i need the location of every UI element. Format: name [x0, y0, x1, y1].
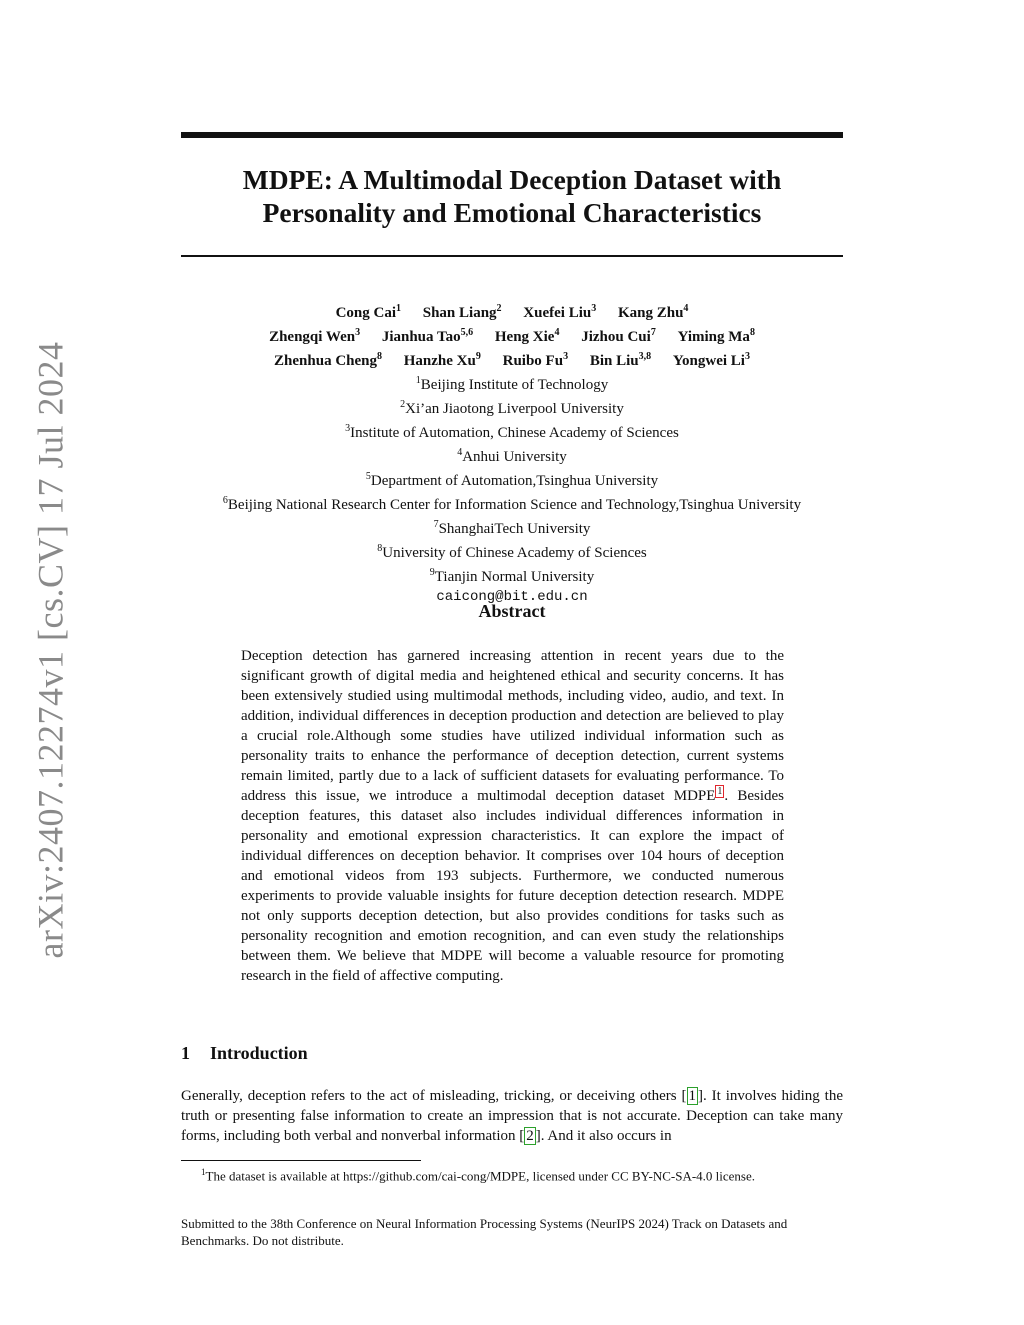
author: Bin Liu$^{3,8}$: [589, 351, 652, 369]
author: Kang Zhu$^4$: [617, 303, 689, 321]
affiliation: $^4$Anhui University: [457, 447, 567, 465]
affiliation: $^9$Tianjin Normal University: [429, 567, 595, 585]
title-line-1: MDPE: A Multimodal Deception Dataset with: [242, 164, 782, 195]
author: Yiming Ma$^8$: [677, 327, 755, 345]
footnote-mark-link[interactable]: 1: [717, 786, 723, 797]
affiliation: $^8$University of Chinese Academy of Sciences: [377, 543, 647, 561]
author-row: [150, 299, 874, 323]
affiliation: $^2$Xi’an Jiaotong Liverpool University: [400, 399, 624, 417]
section-heading: [181, 1043, 308, 1064]
paper-title: [181, 163, 843, 229]
footnote-rule: [181, 1160, 421, 1161]
author: Ruibo Fu$^3$: [502, 351, 569, 369]
title-top-rule: [181, 132, 843, 138]
author: Jianhua Tao$^{5,6}$: [381, 327, 474, 345]
author-row: [150, 347, 874, 371]
author-row: [150, 323, 874, 347]
affiliation: $^1$Beijing Institute of Technology: [415, 375, 609, 393]
author: Heng Xie$^4$: [494, 327, 560, 345]
author: Shan Liang$^2$: [422, 303, 502, 321]
affiliation: $^3$Institute of Automation, Chinese Academy of Sciences: [345, 423, 679, 441]
author: Zhenhua Cheng$^8$: [274, 351, 383, 369]
section-number: 1: [181, 1043, 190, 1063]
author: Xuefei Liu$^3$: [523, 303, 597, 321]
arxiv-stamp-text: arXiv:2407.12274v1 [cs.CV] 17 Jul 2024: [30, 341, 70, 959]
footnote: [201, 1163, 843, 1185]
contact-email[interactable]: caicong@bit.edu.cn: [436, 589, 588, 605]
citation-link[interactable]: 1: [688, 1088, 697, 1104]
author-block: [150, 299, 874, 607]
title-bottom-rule: [181, 255, 843, 257]
author: Hanzhe Xu$^9$: [403, 351, 481, 369]
section-title: Introduction: [210, 1043, 308, 1063]
citation-link[interactable]: 2: [526, 1128, 534, 1144]
author: Zhengqi Wen$^3$: [269, 327, 361, 345]
submission-note: Submitted to the 38th Conference on Neural Information Processing Systems (NeurIPS 2024) Track on Datasets and Benchmarks. Do not distribute.: [181, 1216, 788, 1248]
intro-paragraph: Generally, deception refers to the act of misleading, tricking, or deceiving others [ 1 ]. It involves hiding the truth or presenting false information to create an impression that is not accurate. Deception can take many forms, including both verbal and nonverbal information [ 2 ]. And it also occurs in: [181, 1088, 843, 1144]
affiliation: $^6$Beijing National Research Center for Information Science and Technology,Tsinghua University: [222, 495, 802, 513]
author: Yongwei Li$^3$: [672, 351, 750, 369]
title-line-2: Personality and Emotional Characteristics: [262, 197, 762, 228]
author: Jizhou Cui$^7$: [581, 327, 656, 345]
footnote-text: The dataset is available at https://github.com/cai-cong/MDPE, licensed under CC BY-NC-SA-4.0 license.: [205, 1168, 755, 1184]
affiliation: $^7$ShanghaiTech University: [433, 519, 591, 537]
author: Cong Cai$^1$: [335, 303, 401, 321]
abstract-heading: Abstract: [478, 601, 546, 621]
arxiv-stamp: [20, 341, 80, 959]
affiliation: $^5$Department of Automation,Tsinghua University: [365, 471, 659, 489]
footnote-number: 1: [201, 1167, 206, 1177]
abstract-text: Deception detection has garnered increasing attention in recent years due to the significant growth of digital media and heightened ethical and security concerns. It has been extensively studied using multimodal methods, including video, audio, and text. In addition, individual differences in deception production and detection are believed to play a crucial role.Although some studies have utilized individual information such as personality traits to enhance the performance of deception detection, current systems remain limited, partly due to a lack of sufficient datasets for evaluating performance. To address this issue, we introduce a multimodal deception dataset MDPE $^1$ . Besides deception features, this dataset also includes individual differences information in personality and emotional expression characteristics. It can explore the impact of individual differences on deception behavior. It comprises over 104 hours of deception and emotional videos from 193 subjects. Furthermore, we conducted numerous experiments to provide valuable insights for future deception detection research. MDPE not only supports deception detection, but also provides conditions for tasks such as personality recognition and emotion recognition, and can even study the relationships between them. We believe that MDPE will become a valuable resource for promoting research in the field of affective computing.: [241, 648, 784, 984]
